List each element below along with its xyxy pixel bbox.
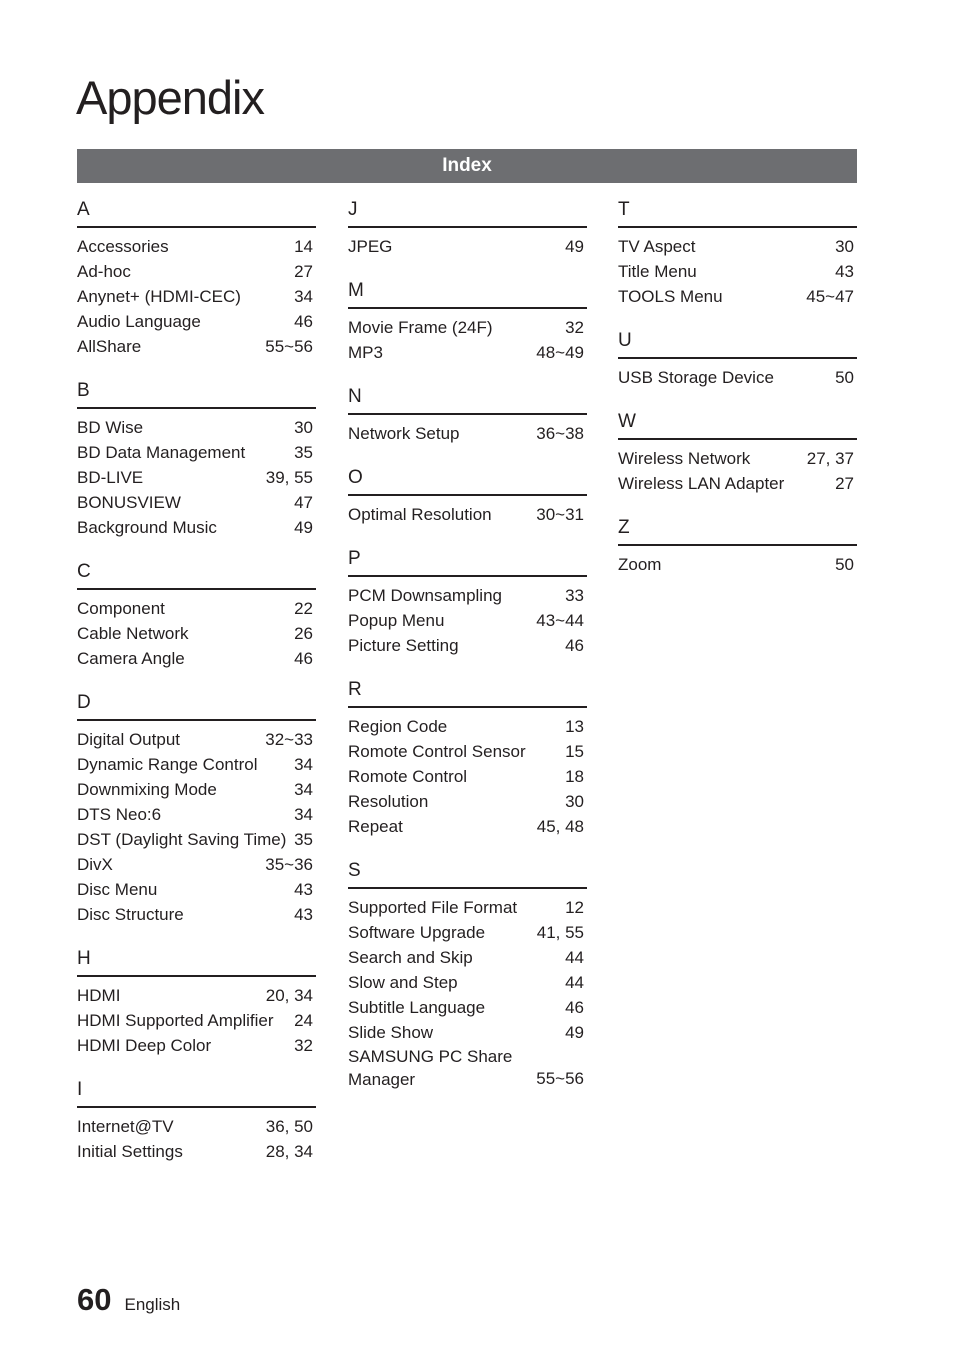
index-entry bbox=[77, 852, 316, 877]
entry-pages: 36, 50 bbox=[265, 1117, 313, 1136]
index-entry bbox=[618, 259, 857, 284]
index-entry bbox=[348, 970, 587, 995]
index-entry bbox=[77, 827, 316, 852]
index-section bbox=[618, 516, 857, 577]
entry-pages: 49 bbox=[565, 1023, 584, 1042]
entry-list bbox=[618, 440, 857, 496]
entry-term: Initial Settings bbox=[77, 1142, 183, 1161]
section-letter: O bbox=[348, 466, 587, 496]
index-entry bbox=[348, 714, 587, 739]
entry-list bbox=[618, 546, 857, 577]
entry-term: Disc Structure bbox=[77, 905, 184, 924]
entry-term: DTS Neo:6 bbox=[77, 805, 162, 824]
entry-list bbox=[618, 228, 857, 309]
index-entry bbox=[77, 877, 316, 902]
index-entry bbox=[348, 608, 587, 633]
entry-term: Movie Frame (24F) bbox=[348, 318, 493, 337]
index-entry bbox=[618, 365, 857, 390]
page-language: English bbox=[124, 1295, 181, 1314]
section-letter: N bbox=[348, 385, 587, 415]
entry-pages: 43 bbox=[294, 880, 313, 899]
entry-term: SAMSUNG PC Share Manager bbox=[348, 1047, 513, 1089]
entry-pages: 55~56 bbox=[265, 337, 313, 356]
index-entry bbox=[348, 920, 587, 945]
entry-list bbox=[348, 309, 587, 365]
index-section bbox=[618, 198, 857, 309]
entry-term: Picture Setting bbox=[348, 636, 459, 655]
entry-pages: 43 bbox=[835, 262, 854, 281]
index-entry bbox=[77, 515, 316, 540]
index-entry bbox=[348, 814, 587, 839]
entry-term: Search and Skip bbox=[348, 948, 473, 967]
entry-term: Resolution bbox=[348, 792, 429, 811]
index-column-3 bbox=[618, 198, 857, 597]
index-section bbox=[77, 379, 316, 540]
entry-list bbox=[77, 721, 316, 927]
entry-pages: 46 bbox=[294, 649, 313, 668]
entry-pages: 14 bbox=[294, 237, 313, 256]
index-entry bbox=[618, 284, 857, 309]
index-header-band: Index bbox=[77, 149, 857, 183]
index-column-1 bbox=[77, 198, 316, 1184]
entry-pages: 28, 34 bbox=[265, 1142, 313, 1161]
entry-pages: 50 bbox=[835, 555, 854, 574]
entry-pages: 34 bbox=[294, 755, 313, 774]
entry-pages: 49 bbox=[294, 518, 313, 537]
index-section bbox=[348, 859, 587, 1091]
entry-term: Network Setup bbox=[348, 424, 460, 443]
index-entry bbox=[77, 802, 316, 827]
entry-term: Wireless Network bbox=[618, 449, 751, 468]
entry-term: Component bbox=[77, 599, 165, 618]
section-letter: W bbox=[618, 410, 857, 440]
entry-term: Disc Menu bbox=[77, 880, 158, 899]
entry-term: DST (Daylight Saving Time) bbox=[77, 830, 287, 849]
entry-pages: 55~56 bbox=[536, 1069, 584, 1088]
entry-list bbox=[348, 889, 587, 1091]
index-entry bbox=[77, 234, 316, 259]
entry-list bbox=[77, 977, 316, 1058]
index-entry bbox=[618, 446, 857, 471]
entry-list bbox=[77, 590, 316, 671]
index-entry bbox=[77, 777, 316, 802]
index-entry bbox=[348, 315, 587, 340]
entry-term: Popup Menu bbox=[348, 611, 445, 630]
index-section bbox=[348, 547, 587, 658]
entry-list bbox=[348, 415, 587, 446]
entry-pages: 39, 55 bbox=[265, 468, 313, 487]
entry-pages: 43 bbox=[294, 905, 313, 924]
index-entry bbox=[77, 752, 316, 777]
entry-term: Accessories bbox=[77, 237, 169, 256]
entry-pages: 45, 48 bbox=[536, 817, 584, 836]
index-entry bbox=[77, 1114, 316, 1139]
entry-pages: 30 bbox=[294, 418, 313, 437]
index-entry bbox=[348, 945, 587, 970]
entry-pages: 46 bbox=[565, 636, 584, 655]
index-section bbox=[77, 198, 316, 359]
entry-term: Subtitle Language bbox=[348, 998, 486, 1017]
entry-pages: 43~44 bbox=[536, 611, 584, 630]
section-letter: T bbox=[618, 198, 857, 228]
index-section bbox=[618, 410, 857, 496]
entry-pages: 46 bbox=[565, 998, 584, 1017]
index-entry bbox=[348, 421, 587, 446]
entry-term: Supported File Format bbox=[348, 898, 518, 917]
section-letter: P bbox=[348, 547, 587, 577]
page-footer bbox=[77, 1282, 180, 1318]
entry-list bbox=[77, 1108, 316, 1164]
entry-term: Region Code bbox=[348, 717, 448, 736]
index-entry bbox=[77, 490, 316, 515]
entry-term: Ad-hoc bbox=[77, 262, 131, 281]
entry-term: BD-LIVE bbox=[77, 468, 144, 487]
index-entry bbox=[348, 340, 587, 365]
entry-pages: 32 bbox=[294, 1036, 313, 1055]
entry-term: MP3 bbox=[348, 343, 383, 362]
index-entry bbox=[348, 895, 587, 920]
entry-term: TOOLS Menu bbox=[618, 287, 723, 306]
entry-pages: 44 bbox=[565, 973, 584, 992]
entry-term: Wireless LAN Adapter bbox=[618, 474, 785, 493]
index-entry bbox=[77, 259, 316, 284]
index-section bbox=[348, 385, 587, 446]
entry-term: AllShare bbox=[77, 337, 142, 356]
section-letter: R bbox=[348, 678, 587, 708]
index-entry bbox=[77, 621, 316, 646]
entry-term: USB Storage Device bbox=[618, 368, 774, 387]
entry-term: TV Aspect bbox=[618, 237, 696, 256]
entry-pages: 20, 34 bbox=[265, 986, 313, 1005]
page-title: Appendix bbox=[76, 71, 264, 124]
index-entry bbox=[348, 234, 587, 259]
index-entry bbox=[348, 789, 587, 814]
entry-pages: 34 bbox=[294, 287, 313, 306]
index-section bbox=[77, 1078, 316, 1164]
section-letter: S bbox=[348, 859, 587, 889]
entry-term: PCM Downsampling bbox=[348, 586, 502, 605]
index-entry bbox=[77, 1033, 316, 1058]
entry-term: Title Menu bbox=[618, 262, 697, 281]
entry-term: Cable Network bbox=[77, 624, 189, 643]
entry-pages: 30 bbox=[835, 237, 854, 256]
index-section bbox=[348, 678, 587, 839]
index-entry bbox=[618, 552, 857, 577]
index-entry bbox=[348, 633, 587, 658]
section-letter: M bbox=[348, 279, 587, 309]
section-letter: U bbox=[618, 329, 857, 359]
entry-pages: 44 bbox=[565, 948, 584, 967]
index-entry bbox=[77, 727, 316, 752]
section-letter: C bbox=[77, 560, 316, 590]
entry-list bbox=[348, 577, 587, 658]
section-letter: A bbox=[77, 198, 316, 228]
entry-pages: 34 bbox=[294, 780, 313, 799]
section-letter: Z bbox=[618, 516, 857, 546]
entry-term: BD Data Management bbox=[77, 443, 246, 462]
index-section bbox=[77, 947, 316, 1058]
entry-pages: 32 bbox=[565, 318, 584, 337]
index-entry bbox=[77, 902, 316, 927]
entry-term: Audio Language bbox=[77, 312, 201, 331]
entry-list bbox=[348, 496, 587, 527]
entry-term: Software Upgrade bbox=[348, 923, 486, 942]
entry-term: BONUSVIEW bbox=[77, 493, 181, 512]
entry-pages: 35 bbox=[294, 443, 313, 462]
index-section bbox=[348, 279, 587, 365]
entry-pages: 27, 37 bbox=[806, 449, 854, 468]
entry-term: Internet@TV bbox=[77, 1117, 174, 1136]
entry-term: BD Wise bbox=[77, 418, 144, 437]
entry-pages: 32~33 bbox=[265, 730, 313, 749]
index-section bbox=[348, 198, 587, 259]
entry-pages: 30 bbox=[565, 792, 584, 811]
index-entry bbox=[618, 234, 857, 259]
entry-pages: 12 bbox=[565, 898, 584, 917]
entry-pages: 36~38 bbox=[536, 424, 584, 443]
page-number: 60 bbox=[77, 1282, 112, 1317]
index-column-2 bbox=[348, 198, 587, 1111]
entry-pages: 41, 55 bbox=[536, 923, 584, 942]
entry-pages: 13 bbox=[565, 717, 584, 736]
entry-pages: 33 bbox=[565, 586, 584, 605]
section-letter: D bbox=[77, 691, 316, 721]
section-letter: I bbox=[77, 1078, 316, 1108]
entry-pages: 35 bbox=[294, 830, 313, 849]
entry-pages: 22 bbox=[294, 599, 313, 618]
entry-list bbox=[77, 228, 316, 359]
entry-term: HDMI Deep Color bbox=[77, 1036, 212, 1055]
entry-term: Repeat bbox=[348, 817, 403, 836]
entry-term: DivX bbox=[77, 855, 113, 874]
index-entry bbox=[348, 764, 587, 789]
section-letter: B bbox=[77, 379, 316, 409]
index-entry bbox=[77, 1139, 316, 1164]
entry-pages: 26 bbox=[294, 624, 313, 643]
index-entry bbox=[348, 739, 587, 764]
entry-list bbox=[348, 228, 587, 259]
entry-pages: 27 bbox=[294, 262, 313, 281]
index-entry bbox=[77, 596, 316, 621]
entry-pages: 35~36 bbox=[265, 855, 313, 874]
entry-pages: 27 bbox=[835, 474, 854, 493]
entry-term: HDMI Supported Amplifier bbox=[77, 1011, 274, 1030]
entry-pages: 48~49 bbox=[536, 343, 584, 362]
entry-term: HDMI bbox=[77, 986, 121, 1005]
index-entry bbox=[348, 583, 587, 608]
entry-list bbox=[618, 359, 857, 390]
entry-term: Anynet+ (HDMI-CEC) bbox=[77, 287, 241, 306]
index-entry bbox=[77, 465, 316, 490]
index-entry bbox=[348, 1045, 587, 1091]
entry-term: Camera Angle bbox=[77, 649, 185, 668]
index-entry bbox=[77, 334, 316, 359]
entry-list bbox=[77, 409, 316, 540]
entry-pages: 30~31 bbox=[536, 505, 584, 524]
section-letter: H bbox=[77, 947, 316, 977]
entry-pages: 24 bbox=[294, 1011, 313, 1030]
entry-term: Slide Show bbox=[348, 1023, 434, 1042]
index-entry bbox=[77, 646, 316, 671]
entry-pages: 45~47 bbox=[806, 287, 854, 306]
entry-pages: 18 bbox=[565, 767, 584, 786]
index-entry bbox=[77, 309, 316, 334]
entry-term: Downmixing Mode bbox=[77, 780, 217, 799]
index-section bbox=[77, 691, 316, 927]
entry-term: Romote Control Sensor bbox=[348, 742, 526, 761]
entry-term: Zoom bbox=[618, 555, 662, 574]
index-section bbox=[77, 560, 316, 671]
index-entry bbox=[348, 995, 587, 1020]
section-letter: J bbox=[348, 198, 587, 228]
index-entry bbox=[348, 502, 587, 527]
entry-term: Dynamic Range Control bbox=[77, 755, 258, 774]
entry-term: Romote Control bbox=[348, 767, 468, 786]
entry-pages: 49 bbox=[565, 237, 584, 256]
index-entry bbox=[77, 983, 316, 1008]
entry-pages: 46 bbox=[294, 312, 313, 331]
index-section bbox=[618, 329, 857, 390]
index-entry bbox=[77, 1008, 316, 1033]
entry-pages: 34 bbox=[294, 805, 313, 824]
index-entry bbox=[348, 1020, 587, 1045]
entry-term: Background Music bbox=[77, 518, 217, 537]
index-entry bbox=[618, 471, 857, 496]
index-section bbox=[348, 466, 587, 527]
entry-pages: 47 bbox=[294, 493, 313, 512]
entry-term: Slow and Step bbox=[348, 973, 458, 992]
entry-term: JPEG bbox=[348, 237, 393, 256]
entry-pages: 15 bbox=[565, 742, 584, 761]
index-entry bbox=[77, 284, 316, 309]
entry-term: Optimal Resolution bbox=[348, 505, 492, 524]
entry-term: Digital Output bbox=[77, 730, 180, 749]
index-entry bbox=[77, 415, 316, 440]
entry-pages: 50 bbox=[835, 368, 854, 387]
index-entry bbox=[77, 440, 316, 465]
entry-list bbox=[348, 708, 587, 839]
